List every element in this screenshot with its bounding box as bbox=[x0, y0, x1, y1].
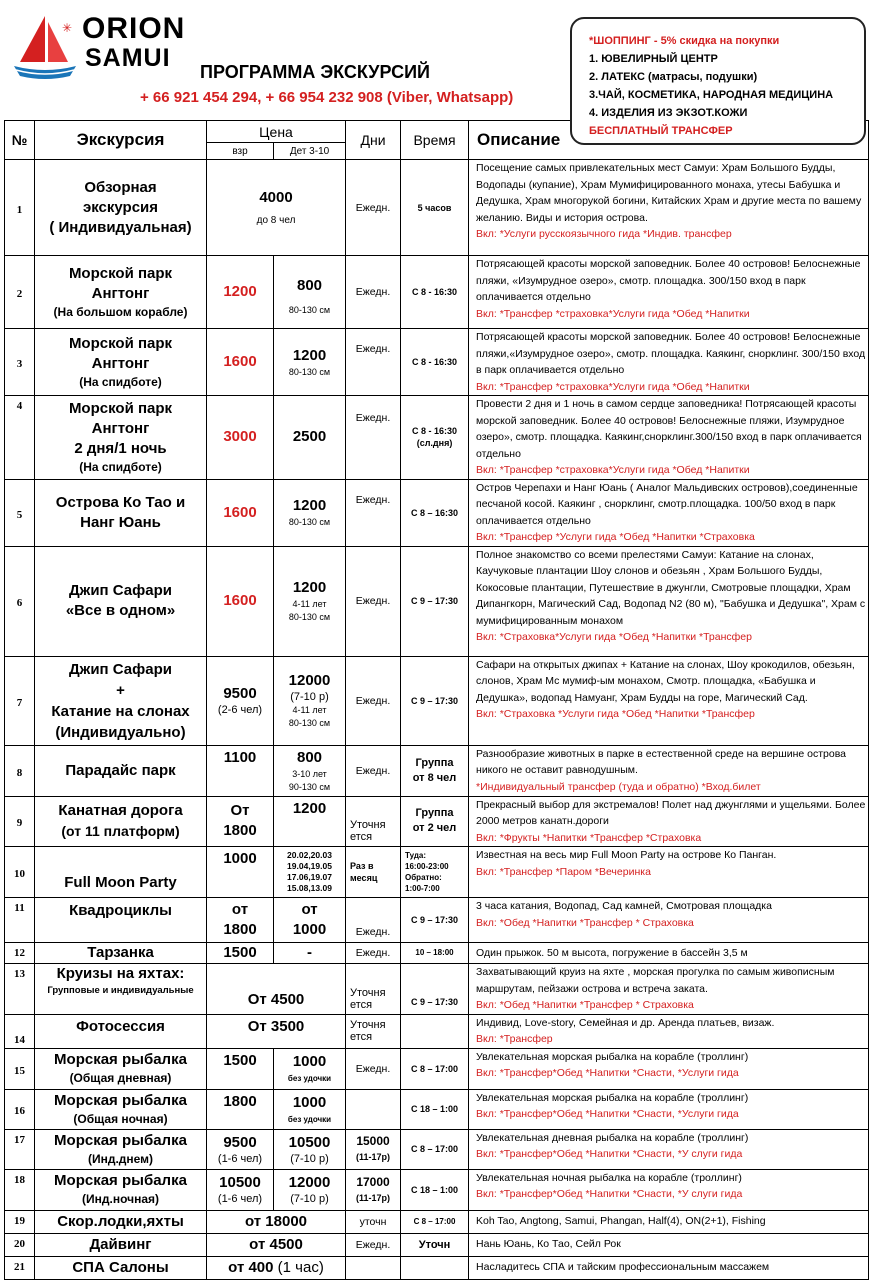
price: 4000 до 8 чел bbox=[207, 160, 346, 256]
excursion-name: Канатная дорога (от 11 платформ) bbox=[35, 796, 207, 847]
page-title: ПРОГРАММА ЭКСКУРСИЙ bbox=[200, 62, 430, 82]
time: 10 – 18:00 bbox=[401, 943, 469, 964]
table-row bbox=[5, 964, 869, 1015]
time: С 9 – 17:30 bbox=[401, 656, 469, 745]
child-price: - bbox=[274, 943, 346, 964]
time: С 18 – 1:00 bbox=[401, 1089, 469, 1129]
adult-price: От 1800 bbox=[207, 796, 274, 847]
excursion-name: Джип Сафари «Все в одном» bbox=[35, 546, 207, 656]
row-number: 1 bbox=[5, 160, 35, 256]
description: Посещение самых привлекательных мест Самуи: Храм Большого Будды, Водопады (купание), Храм Мумифицированного монаха, утесы Бабушка и Дедушка, Храм многорукой богини, Китайских Храм и другие места по вашему желанию. Виды и история острова. Вкл: *Услуги русскоязычного гида *Индив. трансфер bbox=[469, 160, 869, 256]
time: 5 часов bbox=[401, 160, 469, 256]
days: Уточня ется bbox=[346, 796, 401, 847]
row-number: 16 bbox=[5, 1089, 35, 1129]
adult-price: 1500 bbox=[207, 1048, 274, 1089]
individual-price: 15000 (11-17р) bbox=[346, 1129, 401, 1169]
row-number: 10 bbox=[5, 847, 35, 898]
header-adult: взр bbox=[207, 143, 274, 160]
time: С 8 – 17:00 bbox=[401, 1048, 469, 1089]
table-row bbox=[5, 1233, 869, 1256]
description: Сафари на открытых джипах + Катание на слонах, Шоу крокодилов, обезьян, слонов, Храм Мс мумиф-ым монахом, Смотр. площадка, «Бабушка и Дедушка», водопад Намуанг, Храм Будды на горе, Магический Сад. Вкл: *Страховка *Услуги гида *Обед *Напитки *Трансфер bbox=[469, 656, 869, 745]
table-row bbox=[5, 1169, 869, 1210]
days: Ежедн. bbox=[346, 1233, 401, 1256]
header-excursion: Экскурсия bbox=[35, 121, 207, 160]
child-price: 2500 bbox=[274, 396, 346, 480]
days: уточн bbox=[346, 1210, 401, 1233]
svg-text:✳: ✳ bbox=[62, 21, 73, 35]
days: Уточня ется bbox=[346, 1014, 401, 1048]
days: Ежедн. bbox=[346, 396, 401, 480]
excursion-name: Круизы на яхтах: Групповые и индивидуальные bbox=[35, 964, 207, 1015]
table-row bbox=[5, 656, 869, 745]
price: от 4500 bbox=[207, 1233, 346, 1256]
row-number: 8 bbox=[5, 745, 35, 796]
description: Увлекательная ночная рыбалка на корабле (троллинг) Вкл: *Трансфер*Обед *Напитки *Снасти, *У слуги гида bbox=[469, 1169, 869, 1210]
child-price: 1200 80-130 см bbox=[274, 479, 346, 546]
shopping-item: 1. ЮВЕЛИРНЫЙ ЦЕНТР bbox=[589, 53, 718, 65]
description: 3 часа катания, Водопад, Сад камней, Смотровая площадка Вкл: *Обед *Напитки *Трансфер * Страховка bbox=[469, 898, 869, 943]
row-number: 18 bbox=[5, 1169, 35, 1210]
days: Ежедн. bbox=[346, 1048, 401, 1089]
child-price: 1000 без удочки bbox=[274, 1048, 346, 1089]
header-child: Дет 3-10 bbox=[274, 143, 346, 160]
child-price: 1000 без удочки bbox=[274, 1089, 346, 1129]
time: С 8 – 17:00 bbox=[401, 1210, 469, 1233]
row-number: 9 bbox=[5, 796, 35, 847]
table-row bbox=[5, 256, 869, 329]
child-price: 800 3-10 лет 90-130 см bbox=[274, 745, 346, 796]
description: Провести 2 дня и 1 ночь в самом сердце заповедника! Потрясающей красоты морской заповедник. Более 40 островов! Белоснежные пляжи, Изумрудное озеро», смотр. площадка. Каякинг,снорклинг.300/150 вход в парк оплачивается отдельно Вкл: *Трансфер *страховка*Услуги гида *Обед *Напитки bbox=[469, 396, 869, 480]
time: С 8 – 16:30 bbox=[401, 479, 469, 546]
row-number: 19 bbox=[5, 1210, 35, 1233]
days: Ежедн. bbox=[346, 546, 401, 656]
excursion-name: Обзорная экскурсия ( Индивидуальная) bbox=[35, 160, 207, 256]
shopping-box bbox=[570, 17, 866, 145]
row-number: 4 bbox=[5, 396, 35, 480]
header-num: № bbox=[5, 121, 35, 160]
time: Группа от 2 чел bbox=[401, 796, 469, 847]
table-row bbox=[5, 1210, 869, 1233]
excursion-name: Морской парк Ангтонг 2 дня/1 ночь (На спидботе) bbox=[35, 396, 207, 480]
time: С 18 – 1:00 bbox=[401, 1169, 469, 1210]
child-price: 12000 (7-10 р) 4-11 лет 80-130 см bbox=[274, 656, 346, 745]
header-time: Время bbox=[401, 121, 469, 160]
table-row bbox=[5, 1129, 869, 1169]
excursion-name: Морской парк Ангтонг (На большом корабле) bbox=[35, 256, 207, 329]
brand-name-line1: ORION bbox=[82, 12, 186, 45]
excursion-name: Морская рыбалка (Общая ночная) bbox=[35, 1089, 207, 1129]
days: Ежедн. bbox=[346, 745, 401, 796]
adult-price: 1100 bbox=[207, 745, 274, 796]
table-row bbox=[5, 546, 869, 656]
days: Ежедн. bbox=[346, 656, 401, 745]
row-number: 11 bbox=[5, 898, 35, 943]
days: Ежедн. bbox=[346, 943, 401, 964]
table-row bbox=[5, 1089, 869, 1129]
description: Полное знакомство со всеми прелестями Самуи: Катание на слонах, Каучуковые плантации Шоу слонов и обезьян , Храм Большого Будды, Кокосовые плантации, Путешествие в джунгли, Смотровые площадки, Храм Дипангкорн, Магический Сад, Водопад N2 (80 м), "Бабушка и Дедушка", Храм с мумифицированным монахом Вкл: *Страховка*Услуги гида *Обед *Напитки *Трансфер bbox=[469, 546, 869, 656]
adult-price: 1600 bbox=[207, 329, 274, 396]
days: Ежедн. bbox=[346, 160, 401, 256]
adult-price: 1500 bbox=[207, 943, 274, 964]
time: С 8 - 16:30 bbox=[401, 329, 469, 396]
table-row bbox=[5, 847, 869, 898]
orion-logo-icon bbox=[10, 12, 80, 82]
description: Увлекательная морская рыбалка на корабле (троллинг) Вкл: *Трансфер*Обед *Напитки *Снасти, *Услуги гида bbox=[469, 1089, 869, 1129]
row-number: 7 bbox=[5, 656, 35, 745]
child-price: 800 80-130 см bbox=[274, 256, 346, 329]
description: Koh Tao, Angtong, Samui, Phangan, Half(4), ON(2+1), Fishing bbox=[469, 1210, 869, 1233]
excursion-name: Тарзанка bbox=[35, 943, 207, 964]
description: Насладитесь СПА и тайским профессиональным массажем bbox=[469, 1256, 869, 1279]
time: С 8 - 16:30 (сл.дня) bbox=[401, 396, 469, 480]
description: Индивид, Love-story, Семейная и др. Аренда платьев, визаж. Вкл: *Трансфер bbox=[469, 1014, 869, 1048]
time: Группа от 8 чел bbox=[401, 745, 469, 796]
time: С 8 - 16:30 bbox=[401, 256, 469, 329]
days: Ежедн. bbox=[346, 256, 401, 329]
table-row bbox=[5, 796, 869, 847]
excursions-table bbox=[4, 120, 869, 1280]
days: Раз в месяц bbox=[346, 847, 401, 898]
adult-price: 1000 bbox=[207, 847, 274, 898]
table-row bbox=[5, 329, 869, 396]
table-row bbox=[5, 943, 869, 964]
description: Увлекательная дневная рыбалка на корабле (троллинг) Вкл: *Трансфер*Обед *Напитки *Снасти, *У слуги гида bbox=[469, 1129, 869, 1169]
header-description: Описание bbox=[469, 121, 869, 160]
child-price: 1200 80-130 см bbox=[274, 329, 346, 396]
excursion-name: Острова Ко Тао и Нанг Юань bbox=[35, 479, 207, 546]
description: Прекрасный выбор для экстремалов! Полет над джунглями и ущельями. Более 2000 метров канатн.дороги Вкл: *Фрукты *Напитки *Трансфер *Страховка bbox=[469, 796, 869, 847]
excursion-name: Джип Сафари + Катание на слонах (Индивидуально) bbox=[35, 656, 207, 745]
excursion-name: Морской парк Ангтонг (На спидботе) bbox=[35, 329, 207, 396]
child-price: 1200 bbox=[274, 796, 346, 847]
excursion-name: Фотосессия bbox=[35, 1014, 207, 1048]
header-price: Цена bbox=[207, 121, 346, 143]
excursion-name: Скор.лодки,яхты bbox=[35, 1210, 207, 1233]
days bbox=[346, 1089, 401, 1129]
description: Увлекательная морская рыбалка на корабле (троллинг) Вкл: *Трансфер*Обед *Напитки *Снасти, *Услуги гида bbox=[469, 1048, 869, 1089]
table-row bbox=[5, 396, 869, 480]
description: Известная на весь мир Full Moon Party на острове Ко Панган. Вкл: *Трансфер *Паром *Вечеринка bbox=[469, 847, 869, 898]
child-price: от 1000 bbox=[274, 898, 346, 943]
row-number: 15 bbox=[5, 1048, 35, 1089]
price: от 400 (1 час) bbox=[207, 1256, 346, 1279]
adult-price: от 1800 bbox=[207, 898, 274, 943]
row-number: 21 bbox=[5, 1256, 35, 1279]
days: Ежедн. bbox=[346, 329, 401, 396]
description: Один прыжок. 50 м высота, погружение в бассейн 3,5 м bbox=[469, 943, 869, 964]
description: Потрясающей красоты морской заповедник. Более 40 островов! Белоснежные пляжи, «Изумрудное озеро», смотр. площадка. 300/150 вход в парк оплачивается отдельно Вкл: *Трансфер *страховка*Услуги гида *Обед *Напитки bbox=[469, 256, 869, 329]
row-number: 2 bbox=[5, 256, 35, 329]
party-dates: 20.02,20.03 19.04,19.05 17.06,19.07 15.08,13.09 bbox=[274, 847, 346, 898]
adult-price: 10500 (1-6 чел) bbox=[207, 1169, 274, 1210]
row-number: 17 bbox=[5, 1129, 35, 1169]
adult-price: 1600 bbox=[207, 546, 274, 656]
excursion-name: Морская рыбалка (Инд.днем) bbox=[35, 1129, 207, 1169]
time: Уточн bbox=[401, 1233, 469, 1256]
price: От 4500 bbox=[207, 964, 346, 1015]
time bbox=[401, 1256, 469, 1279]
days bbox=[346, 1256, 401, 1279]
days: Уточня ется bbox=[346, 964, 401, 1015]
row-number: 20 bbox=[5, 1233, 35, 1256]
excursion-name: Морская рыбалка (Инд.ночная) bbox=[35, 1169, 207, 1210]
row-number: 3 bbox=[5, 329, 35, 396]
child-price: 12000 (7-10 р) bbox=[274, 1169, 346, 1210]
excursion-name: СПА Салоны bbox=[35, 1256, 207, 1279]
table-row bbox=[5, 898, 869, 943]
excursion-name: Full Moon Party bbox=[35, 847, 207, 898]
description: Разнообразие животных в парке в естественной среде на вершине острова никого не оставит равнодушным. *Индивидуальный трансфер (туда и обратно) *Вход.билет bbox=[469, 745, 869, 796]
adult-price: 9500 (2-6 чел) bbox=[207, 656, 274, 745]
table-row bbox=[5, 1256, 869, 1279]
excursion-name: Квадроциклы bbox=[35, 898, 207, 943]
excursion-name: Парадайс парк bbox=[35, 745, 207, 796]
table-row bbox=[5, 160, 869, 256]
row-number: 6 bbox=[5, 546, 35, 656]
header-days: Дни bbox=[346, 121, 401, 160]
time: Туда: 16:00-23:00 Обратно: 1:00-7:00 bbox=[401, 847, 469, 898]
table-row bbox=[5, 1014, 869, 1048]
row-number: 14 bbox=[5, 1014, 35, 1048]
excursion-name: Дайвинг bbox=[35, 1233, 207, 1256]
description: Остров Черепахи и Нанг Юань ( Аналог Мальдивских островов),соединенные песчаной косой. Каякинг , снорклинг, смотр.площадка. 100/50 вход в парк оплачивается отдельно Вкл: *Трансфер *Услуги гида *Обед *Напитки *Страховка bbox=[469, 479, 869, 546]
table-row bbox=[5, 479, 869, 546]
child-price: 10500 (7-10 р) bbox=[274, 1129, 346, 1169]
child-price: 1200 4-11 лет 80-130 см bbox=[274, 546, 346, 656]
shopping-item: 4. ИЗДЕЛИЯ ИЗ ЭКЗОТ.КОЖИ bbox=[589, 107, 748, 119]
time: С 8 – 17:00 bbox=[401, 1129, 469, 1169]
price: от 18000 bbox=[207, 1210, 346, 1233]
row-number: 5 bbox=[5, 479, 35, 546]
adult-price: 1800 bbox=[207, 1089, 274, 1129]
adult-price: 1600 bbox=[207, 479, 274, 546]
adult-price: 9500 (1-6 чел) bbox=[207, 1129, 274, 1169]
row-number: 12 bbox=[5, 943, 35, 964]
time bbox=[401, 1014, 469, 1048]
table-row bbox=[5, 1048, 869, 1089]
time: С 9 – 17:30 bbox=[401, 964, 469, 1015]
adult-price: 1200 bbox=[207, 256, 274, 329]
days: Ежедн. bbox=[346, 479, 401, 546]
brand-name-line2: SAMUI bbox=[85, 44, 171, 72]
individual-price: 17000 (11-17р) bbox=[346, 1169, 401, 1210]
shopping-footer: БЕСПЛАТНЫЙ ТРАНСФЕР bbox=[589, 125, 733, 137]
price: От 3500 bbox=[207, 1014, 346, 1048]
description: Захватывающий круиз на яхте , морская прогулка по самым живописным маршрутам, пейзажи острова и встреча заката. Вкл: *Обед *Напитки *Трансфер * Страховка bbox=[469, 964, 869, 1015]
description: Нань Юань, Ко Тао, Сейл Рок bbox=[469, 1233, 869, 1256]
shopping-item: 3.ЧАЙ, КОСМЕТИКА, НАРОДНАЯ МЕДИЦИНА bbox=[589, 89, 834, 101]
description: Потрясающей красоты морской заповедник. Более 40 островов! Белоснежные пляжи,«Изумрудное озеро», смотр. площадка. Каякинг, снорклинг. 300/150 вход в парк оплачивается отдельно Вкл: *Трансфер *страховка*Услуги гида *Обед *Напитки bbox=[469, 329, 869, 396]
days: Ежедн. bbox=[346, 898, 401, 943]
time: С 9 – 17:30 bbox=[401, 546, 469, 656]
shopping-item: 2. ЛАТЕКС (матрасы, подушки) bbox=[589, 71, 758, 83]
contact-phones[interactable]: + 66 921 454 294, + 66 954 232 908 (Viber, Whatsapp) bbox=[140, 89, 514, 106]
row-number: 13 bbox=[5, 964, 35, 1015]
adult-price: 3000 bbox=[207, 396, 274, 480]
shopping-title: *ШОППИНГ - 5% скидка на покупки bbox=[589, 35, 780, 47]
time: С 9 – 17:30 bbox=[401, 898, 469, 943]
table-row bbox=[5, 745, 869, 796]
excursion-name: Морская рыбалка (Общая дневная) bbox=[35, 1048, 207, 1089]
